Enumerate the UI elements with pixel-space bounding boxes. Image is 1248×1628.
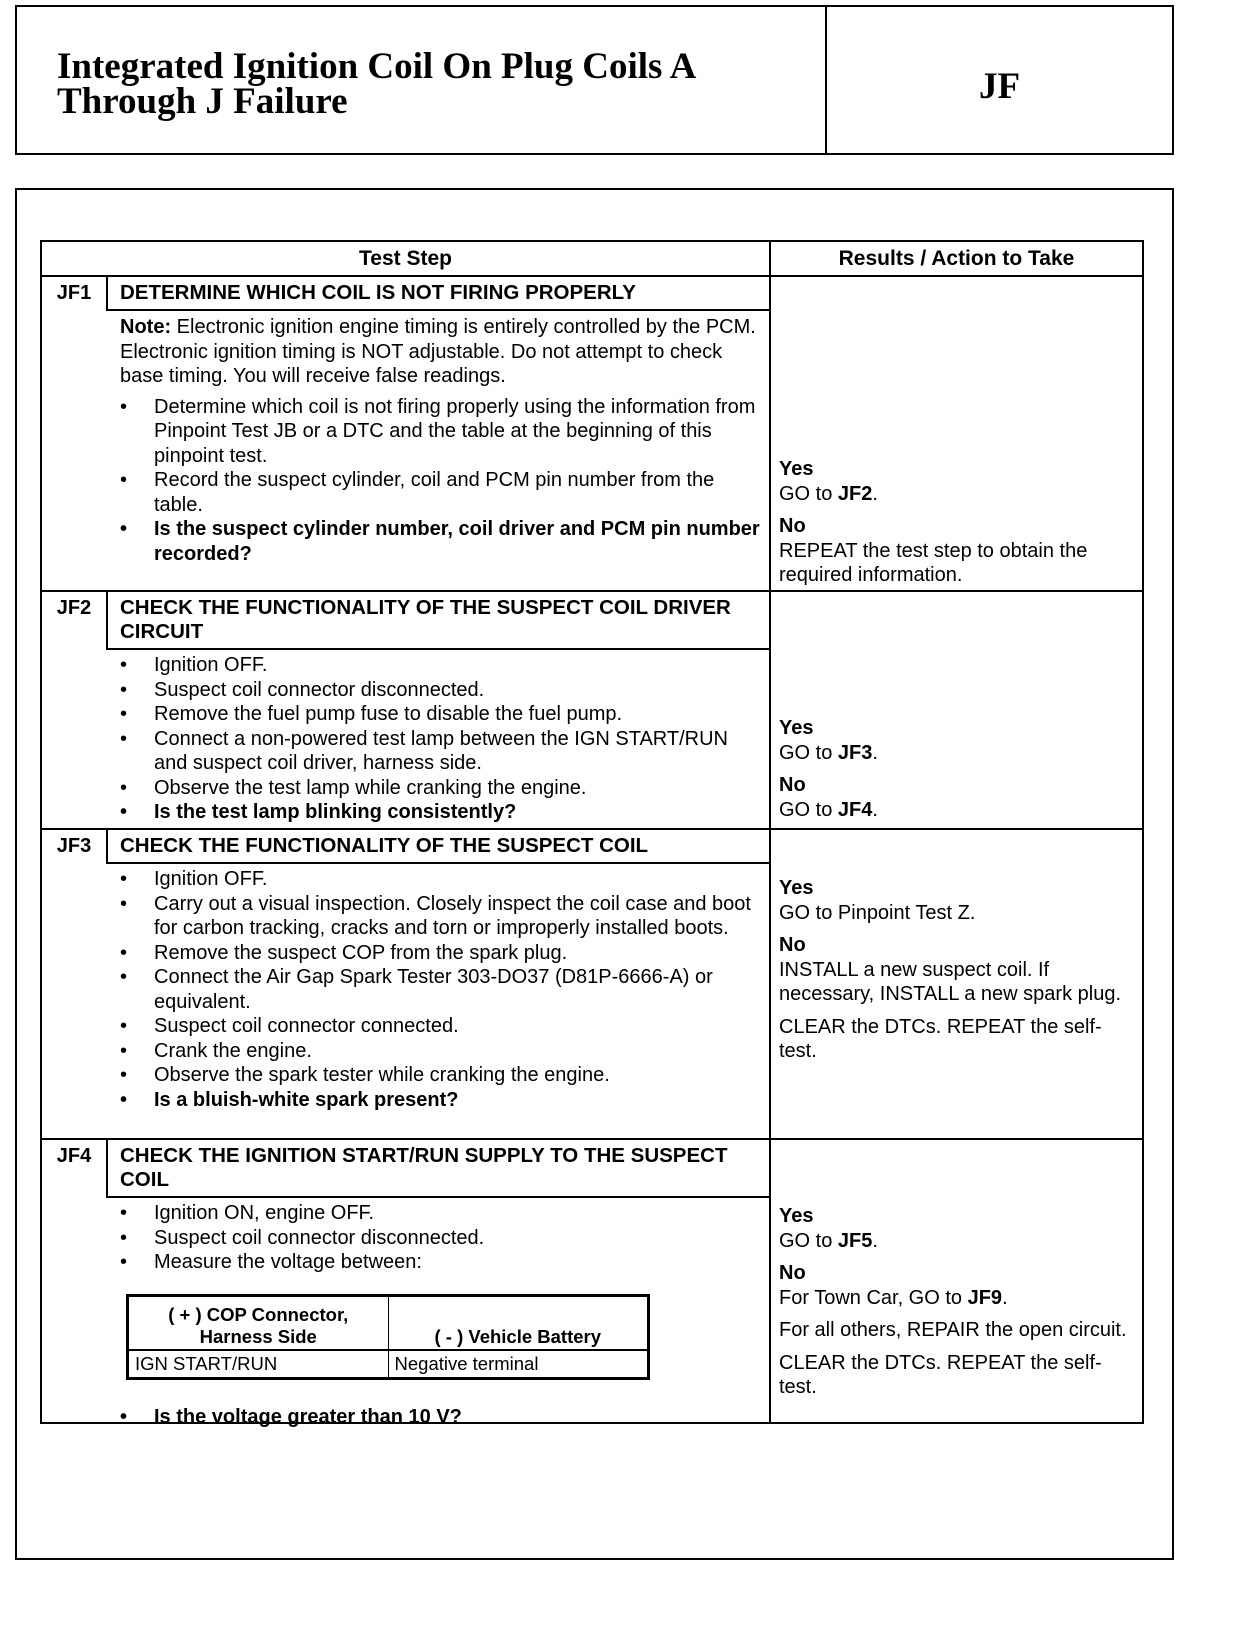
step-jf2 [42, 590, 1142, 828]
step-body [120, 315, 760, 566]
step-question: • Is the voltage greater than 10 V? [120, 1405, 760, 1430]
step-results: Yes GO to JF2. No REPEAT the test step to obtain the required information. [779, 457, 1139, 596]
step-bullet: • Carry out a visual inspection. Closely inspect the coil case and boot for carbon tracking, cracks and torn or improperly installed boots. [120, 892, 760, 941]
step-body [120, 653, 760, 825]
yes-label: Yes [779, 717, 814, 739]
section-code: JF [978, 66, 1021, 107]
step-bullet: • Observe the test lamp while cranking the engine. [120, 776, 760, 801]
no-action: REPEAT the test step to obtain the required information. [779, 539, 1088, 586]
no-label: No [779, 774, 806, 796]
no-action: For Town Car, GO to [779, 1286, 968, 1309]
no-action: INSTALL a new suspect coil. If necessary, INSTALL a new spark plug. [779, 958, 1122, 1005]
divider [108, 862, 769, 864]
sub-header-positive: ( + ) COP Connector, Harness Side [129, 1297, 389, 1351]
step-title: CHECK THE FUNCTIONALITY OF THE SUSPECT COIL [120, 834, 649, 857]
no-label: No [779, 934, 806, 956]
step-bullet: • Suspect coil connector connected. [120, 1014, 760, 1039]
step-id: JF4 [42, 1140, 108, 1198]
title-line: Through J Failure [57, 81, 348, 122]
step-bullet: • Connect the Air Gap Spark Tester 303-DO37 (D81P-6666-A) or equivalent. [120, 965, 760, 1014]
title-line: Integrated Ignition Coil On Plug Coils A [57, 46, 697, 87]
step-jf3 [42, 828, 1142, 1140]
step-id: JF3 [42, 830, 108, 864]
step-results [779, 876, 1139, 1072]
step-bullet: • Record the suspect cylinder, coil and PCM pin number from the table. [120, 468, 760, 517]
step-id: JF1 [42, 277, 108, 311]
step-jf4 [42, 1138, 1142, 1426]
step-results: Yes GO to JF5. No For Town Car, GO to JF9. For all others, REPAIR the open circuit. CLEAR the DTCs. REPEAT the self-test. [779, 1204, 1139, 1408]
note [120, 315, 760, 389]
step-bullet: • Ignition OFF. [120, 867, 760, 892]
divider [108, 1196, 769, 1198]
note-text: Electronic ignition engine timing is entirely controlled by the PCM. Electronic ignition timing is NOT adjustable. Do not attempt to check base timing. You will receive false readings. [120, 316, 756, 387]
yes-action: GO to [779, 482, 838, 505]
goto-link[interactable]: JF4 [837, 798, 873, 821]
page-header [15, 5, 1174, 155]
step-question: • Is the suspect cylinder number, coil driver and PCM pin number recorded? [120, 517, 760, 566]
step-bullet: • Measure the voltage between: [120, 1250, 760, 1275]
yes-label: Yes [779, 458, 814, 480]
divider [108, 309, 769, 311]
no-label: No [779, 515, 806, 537]
divider [108, 648, 769, 650]
clear-dtc-action: CLEAR the DTCs. REPEAT the self-test. [779, 1351, 1102, 1398]
yes-label: Yes [779, 877, 814, 899]
step-bullet: • Remove the fuel pump fuse to disable the fuel pump. [120, 702, 760, 727]
clear-dtc-action: CLEAR the DTCs. REPEAT the self-test. [779, 1015, 1102, 1062]
goto-link[interactable]: JF2 [837, 482, 873, 505]
step-results: Yes GO to JF3. No GO to JF4. [779, 716, 1139, 830]
header-test-step: Test Step [42, 242, 769, 277]
yes-action: GO to [779, 741, 838, 764]
repair-action: For all others, REPAIR the open circuit. [779, 1319, 1127, 1341]
step-bullet: • Ignition ON, engine OFF. [120, 1201, 760, 1226]
step-bullet: • Determine which coil is not firing properly using the information from Pinpoint Test JB or a DTC and the table at the beginning of this pinpoint test. [120, 395, 760, 469]
step-title: CHECK THE IGNITION START/RUN SUPPLY TO THE SUSPECT COIL [120, 1144, 728, 1191]
voltage-measurement-table [126, 1294, 650, 1380]
step-bullet: • Crank the engine. [120, 1039, 760, 1064]
step-bullet: • Suspect coil connector disconnected. [120, 1226, 760, 1251]
step-title: CHECK THE FUNCTIONALITY OF THE SUSPECT COIL DRIVER CIRCUIT [120, 596, 731, 643]
note-label: Note: [120, 316, 172, 338]
yes-action: GO to [779, 1229, 838, 1252]
step-question: • Is the test lamp blinking consistently? [120, 800, 760, 825]
goto-link[interactable]: JF3 [837, 741, 873, 764]
sub-cell: Negative terminal [388, 1350, 648, 1378]
no-action: GO to [779, 798, 838, 821]
goto-link[interactable]: JF9 [967, 1286, 1003, 1309]
sub-cell: IGN START/RUN [129, 1350, 389, 1378]
step-bullet: • Connect a non-powered test lamp between the IGN START/RUN and suspect coil driver, harness side. [120, 727, 760, 776]
step-body [120, 867, 760, 1112]
step-jf1 [42, 275, 1142, 592]
no-label: No [779, 1262, 806, 1284]
step-bullet: • Observe the spark tester while cranking the engine. [120, 1063, 760, 1088]
header-results: Results / Action to Take [771, 242, 1142, 277]
step-bullet: • Ignition OFF. [120, 653, 760, 678]
step-id: JF2 [42, 592, 108, 650]
step-title: DETERMINE WHICH COIL IS NOT FIRING PROPERLY [120, 281, 636, 304]
pinpoint-test-table [40, 240, 1144, 1428]
yes-label: Yes [779, 1205, 814, 1227]
goto-link[interactable]: JF5 [837, 1229, 873, 1252]
step-question: • Is a bluish-white spark present? [120, 1088, 760, 1113]
step-bullet: • Remove the suspect COP from the spark plug. [120, 941, 760, 966]
sub-header-negative: ( - ) Vehicle Battery [388, 1297, 648, 1351]
page-title [57, 46, 697, 122]
yes-action: GO to Pinpoint Test Z. [779, 901, 976, 924]
step-bullet: • Suspect coil connector disconnected. [120, 678, 760, 703]
